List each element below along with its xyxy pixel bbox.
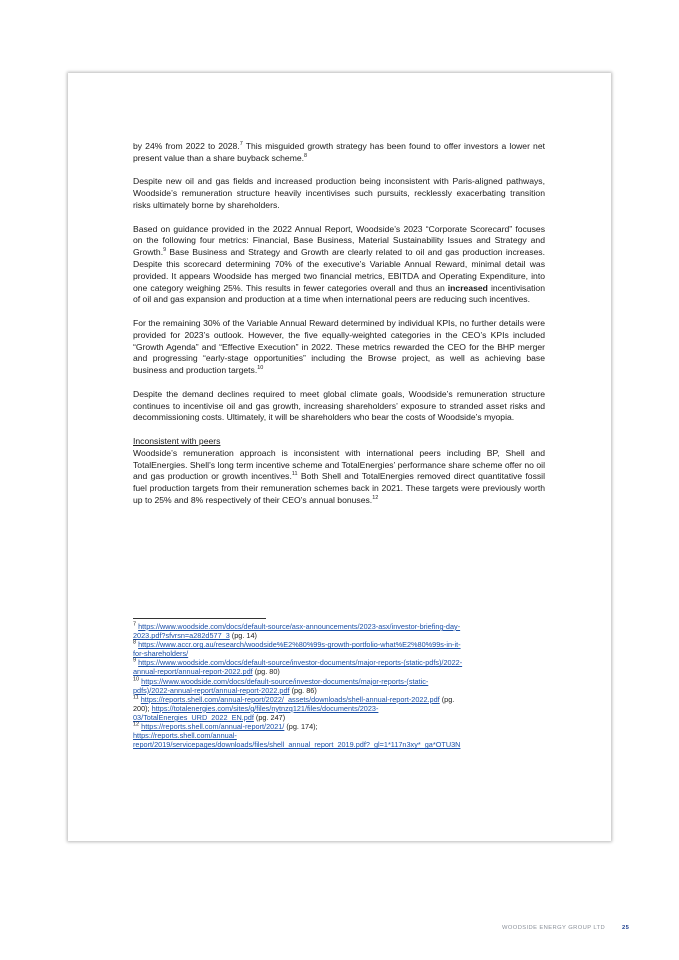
footnote-11-link-shell[interactable]: https://reports.shell.com/annual-report/2022/_assets/downloads/shell-annual-report-2022.pdf: [140, 694, 440, 704]
footnote-7-link[interactable]: https://www.woodside.com/docs/default-source/asx-announcements/2023-asx/investor-briefing-day- 2023.pdf?sfvrsn=a282d577_3: [133, 622, 461, 641]
footer-company-name: WOODSIDE ENERGY GROUP LTD: [502, 925, 606, 931]
footnote-12-link-2021[interactable]: https://reports.shell.com/annual-report/2021/: [141, 722, 285, 732]
footnote-8-link[interactable]: https://www.accr.org.au/research/woodside%E2%80%99s-growth-portfolio-what%E2%80%99s-in-it- for-shareholders/: [133, 640, 461, 659]
paragraph-4: For the remaining 30% of the Variable Annual Reward determined by individual KPIs, no further details were provided for 2023’s outlook. However, the five equally-weighted categories in the CEO’s KPIs included “Growth Agenda” and “Effective Execution” in 2022. These metrics rewarded the CEO for the BHP merger and progressing “early-stage opportunities” including the Browse project, as well as achieving base business and production targets.$^{10}$: [133, 317, 545, 376]
footnote-9-link[interactable]: https://www.woodside.com/docs/default-source/investor-documents/major-reports-(static-pdfs)/2022- annual-report/annual-report-2022.pdf: [133, 658, 463, 677]
footnote-11: $^{11}$ https://reports.shell.com/annual-report/2022/_assets/downloads/shell-annual-report-2022.pdf (pg. 200); https://totalenergies.com/sites/g/files/nytnzq121/files/documents/2023- 03/TotalEnergies_URD_2022_EN.pdf (pg. 247): [133, 694, 455, 722]
footnote-ref-10[interactable]: 10: [257, 365, 264, 372]
page-number: 25: [622, 925, 630, 931]
paragraph-2: Despite new oil and gas fields and increased production being inconsistent with Paris-aligned pathways, Woodside’s remuneration structure heavily incentivises such pursuits, recklessly exacerbating transition risks ultimately borne by shareholders.: [133, 176, 545, 210]
body-text: [133, 141, 545, 507]
footnote-10: $^{10}$ https://www.woodside.com/docs/default-source/investor-documents/major-reports-(static- pdfs)/2022-annual-report/annual-report-2022.pdf (pg. 86): [133, 676, 429, 695]
paragraph-1: by 24% from 2022 to 2028.$^7$ This misguided growth strategy has been found to offer investors a lower net present value than a share buyback scheme.$^8$: [133, 141, 545, 163]
footnote-11-link-total[interactable]: https://totalenergies.com/sites/g/files/nytnzq121/files/documents/2023- 03/TotalEnergies_URD_2022_EN.pdf: [133, 703, 379, 722]
paragraph-3: Based on guidance provided in the 2022 Annual Report, Woodside’s 2023 “Corporate Scorecard” focuses on the following four metrics: Financial, Base Business, Material Sustainability Issues and Strategy and Growth.$^9$ Base Business and Strategy and Growth are clearly related to oil and gas production increases. Despite this scorecard determining 70% of the executive’s Variable Annual Reward, minimal detail was provided. It appears Woodside has merged two financial metrics, EBITDA and Operating Expenditure, into one category weighing 25%. This results in fewer categories overall and thus an increased incentivisation of oil and gas expansion and production at a time when international peers are reducing such incentives.: [133, 223, 545, 305]
footnote-ref-9[interactable]: 9: [163, 247, 167, 254]
emphasis-increased: increased: [447, 282, 488, 293]
footnote-12-link-2019[interactable]: https://reports.shell.com/annual- report/2019/servicepages/downloads/files/shell_annual_report_2019.pdf?_gl=1*117n3xy*_ga*OTU3N: [133, 731, 461, 750]
section-heading: Inconsistent with peers: [133, 435, 221, 446]
footnote-ref-12[interactable]: 12: [372, 495, 379, 502]
footnote-separator: [133, 618, 266, 619]
paragraph-5: Despite the demand declines required to meet global climate goals, Woodside’s remuneration structure continues to incentivise oil and gas growth, increasing shareholders’ exposure to stranded asset risks and decommissioning costs. Ultimately, it will be shareholders who bear the costs of Woodside’s myopia.: [133, 388, 545, 423]
footnote-10-link[interactable]: https://www.woodside.com/docs/default-source/investor-documents/major-reports-(static- pdfs)/2022-annual-report/annual-report-2022.pdf: [133, 676, 429, 695]
footnote-ref-8[interactable]: 8: [304, 152, 308, 159]
footnote-7: $^7$ https://www.woodside.com/docs/default-source/asx-announcements/2023-asx/investor-briefing-day- 2023.pdf?sfvrsn=a282d577_3 (pg. 14): [133, 621, 461, 641]
footnote-9: $^9$ https://www.woodside.com/docs/default-source/investor-documents/major-reports-(static-pdfs)/2022- annual-report/annual-report-2022.pdf (pg. 80): [133, 657, 463, 677]
paragraph-6: Inconsistent with peers Woodside’s remuneration approach is inconsistent with international peers including BP, Shell and TotalEnergies. Shell’s long term incentive scheme and TotalEnergies’ performance share scheme offer no oil and gas production or growth incentives.$^{11}$ Both Shell and TotalEnergies removed direct quantitative fossil fuel production targets from their remuneration schemes back in 2021. These targets were previously worth up to 25% and 8% respectively of their CEO’s annual bonuses.$^{12}$: [133, 435, 545, 505]
footnote-ref-7[interactable]: 7: [239, 141, 243, 148]
footnote-12: $^{12}$ https://reports.shell.com/annual-report/2021/ (pg. 174); https://reports.shell.com/annual- report/2019/servicepages/downloads/files/shell_annual_report_2019.pdf?_gl=1*117n3xy*_ga*OTU3N: [133, 721, 461, 750]
document-page: [68, 73, 611, 841]
footnote-ref-11[interactable]: 11: [291, 471, 298, 478]
footnotes: [133, 622, 553, 749]
footnote-8: $^8$ https://www.accr.org.au/research/woodside%E2%80%99s-growth-portfolio-what%E2%80%99s-in-it- for-shareholders/: [133, 639, 461, 659]
